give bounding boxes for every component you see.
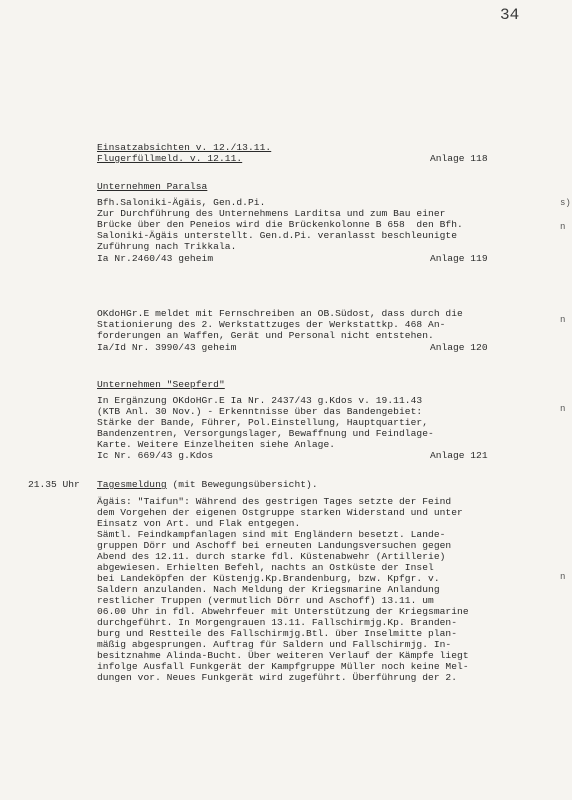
section2-ref: Ia/Id Nr. 3990/43 geheim [97,342,237,353]
section4-line: dungen vor. Neues Funkgerät wird zugeführt. Überführung der 2. [97,672,458,683]
section4-title: Tagesmeldung [97,479,167,490]
edge-mark: n [560,404,566,414]
section4-line: Abend des 12.11. durch starke fdl. Küstenabwehr (Artillerie) [97,551,446,562]
edge-mark: n [560,222,566,232]
page-number: 34 [500,6,520,24]
section3-title: Unternehmen "Seepferd" [97,379,225,390]
section3-line: In Ergänzung OKdoHGr.E Ia Nr. 2437/43 g.Kdos v. 19.11.43 [97,395,423,406]
anlage-121: Anlage 121 [430,450,488,461]
section4-line: 06.00 Uhr in fdl. Abwehrfeuer mit Unterstützung der Kriegsmarine [97,606,469,617]
section1-line: Brücke über den Peneios wird die Brückenkolonne B 658 den Bfh. [97,219,463,230]
section3-line: (KTB Anl. 30 Nov.) - Erkenntnisse über das Bandengebiet: [97,406,423,417]
section3-line: Bandenzentren, Versorgungslager, Bewaffnung und Feindlage- [97,428,434,439]
section4-heading [97,479,318,490]
header-line-2: Flugerfüllmeld. v. 12.11. [97,153,243,164]
section4-line: gruppen Dörr und Aschoff bei erneuten Landungsversuchen gegen [97,540,452,551]
edge-mark: n [560,315,566,325]
section3-line: Stärke der Bande, Führer, Pol.Einstellung, Hauptquartier, [97,417,429,428]
section3-ref: Ic Nr. 669/43 g.Kdos [97,450,214,461]
section4-line: besitznahme Alinda-Bucht. Über weiteren Verlauf der Kämpfe liegt [97,650,469,661]
section1-ref: Ia Nr.2460/43 geheim [97,253,214,264]
section4-title-suffix: (mit Bewegungsübersicht). [166,479,318,490]
section2-line: OKdoHGr.E meldet mit Fernschreiben an OB.Südost, dass durch die [97,308,463,319]
section1-line: Zur Durchführung des Unternehmens Larditsa und zum Bau einer [97,208,446,219]
section4-line: Sämtl. Feindkampfanlagen sind mit Engländern besetzt. Lande- [97,529,446,540]
header-line-1: Einsatzabsichten v. 12./13.11. [97,142,272,153]
section1-line: Bfh.Saloniki-Ägäis, Gen.d.Pi. [97,197,266,208]
anlage-118: Anlage 118 [430,153,488,164]
section4-line: Ägäis: "Taifun": Während des gestrigen Tages setzte der Feind [97,496,452,507]
edge-mark: n [560,572,566,582]
section1-line: Saloniki-Ägäis unterstellt. Gen.d.Pi. veranlasst beschleunigte [97,230,458,241]
anlage-119: Anlage 119 [430,253,488,264]
section2-line: Stationierung des 2. Werkstattzuges der Werkstattkp. 468 An- [97,319,446,330]
margin-time: 21.35 Uhr [28,479,80,490]
section1-line: Zuführung nach Trikkala. [97,241,237,252]
section4-line: infolge Ausfall Funkgerät der Kampfgruppe Müller noch keine Mel- [97,661,469,672]
section4-line: mäßig abgesprungen. Auftrag für Saldern und Fallschirmjg. In- [97,639,452,650]
edge-mark: s) [560,198,571,208]
section4-line: restlicher Truppen (vermutlich Dörr und Aschoff) 13.11. um [97,595,434,606]
section2-line: forderungen an Waffen, Gerät und Personal nicht entstehen. [97,330,434,341]
section3-line: Karte. Weitere Einzelheiten siehe Anlage. [97,439,336,450]
section4-line: dem Vorgehen der eigenen Ostgruppe starken Widerstand und unter [97,507,463,518]
section4-line: bei Landeköpfen der Küstenjg.Kp.Brandenburg, bzw. Kpfgr. v. [97,573,440,584]
section4-line: Einsatz von Art. und Flak entgegen. [97,518,301,529]
section4-line: burg und Restteile des Fallschirmjg.Btl. über Inselmitte plan- [97,628,458,639]
section4-line: abgewiesen. Erhielten Befehl, nachts an Ostküste der Insel [97,562,434,573]
section4-line: Saldern anzulanden. Nach Meldung der Kriegsmarine Anlandung [97,584,440,595]
section1-title: Unternehmen Paralsa [97,181,208,192]
section4-line: durchgeführt. In Morgengrauen 13.11. Fallschirmjg.Kp. Branden- [97,617,458,628]
anlage-120: Anlage 120 [430,342,488,353]
